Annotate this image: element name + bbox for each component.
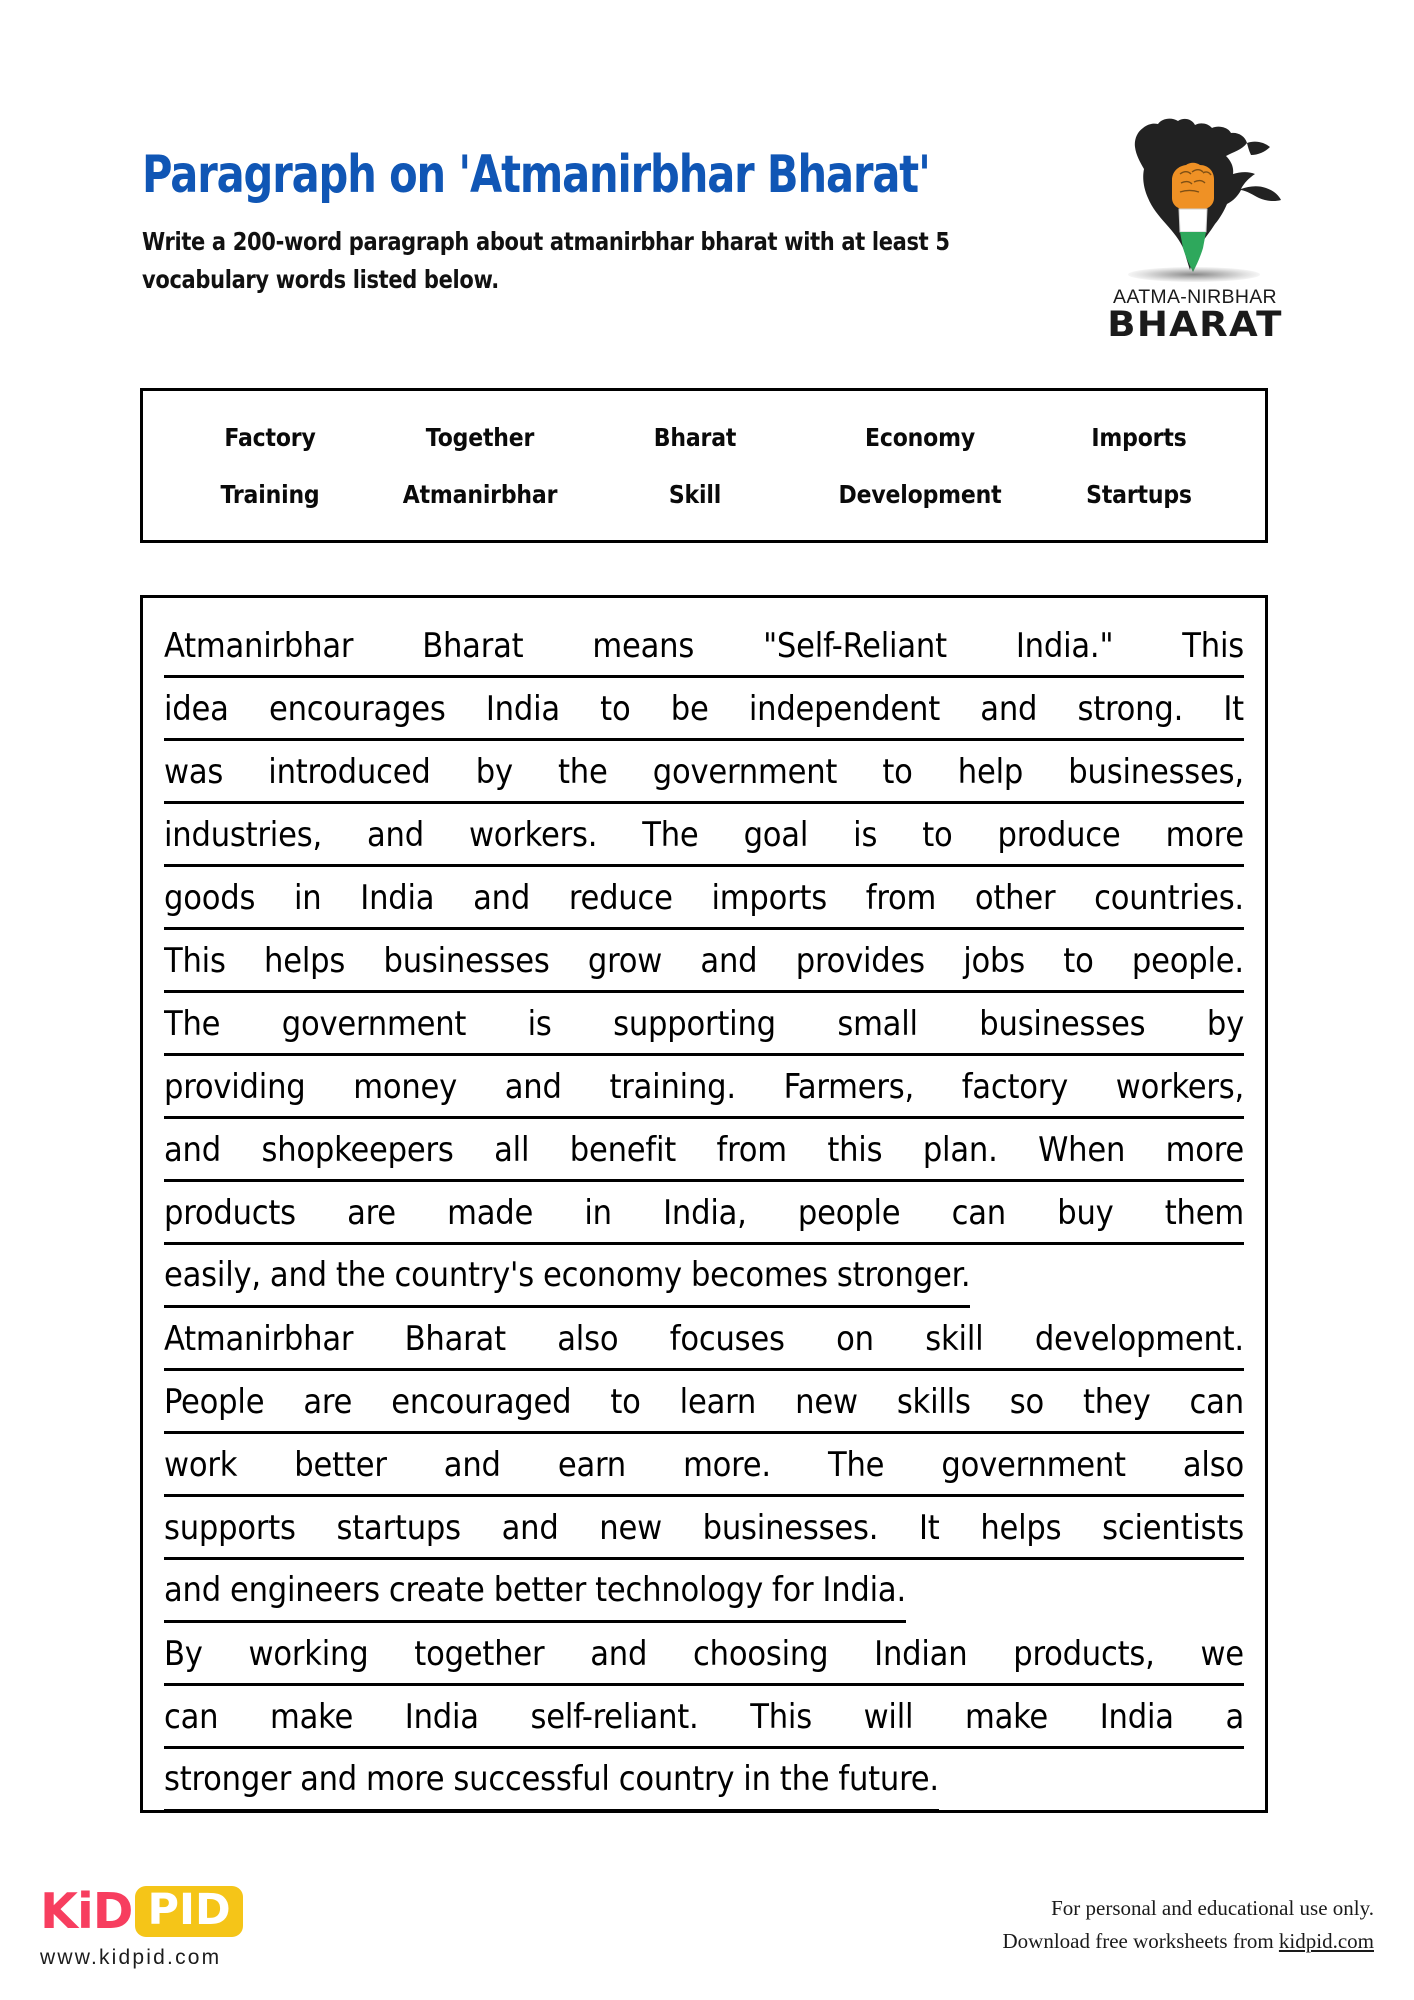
paragraph-word: idea	[164, 689, 229, 729]
paragraph-word: Atmanirbhar	[164, 1319, 354, 1359]
paragraph-word: countries.	[1094, 878, 1244, 918]
paragraph-word: them	[1164, 1193, 1244, 1233]
paragraph-word: and	[980, 689, 1038, 729]
footer-download-line	[1003, 1925, 1375, 1958]
paragraph-word: factory	[961, 1067, 1069, 1107]
paragraph-answer-box[interactable]	[140, 595, 1268, 1813]
paragraph-word: new	[795, 1382, 858, 1422]
paragraph-word: and	[269, 1255, 327, 1295]
paragraph-word: the	[779, 1759, 830, 1799]
paragraph-word: businesses	[383, 941, 550, 981]
paragraph-word: self-reliant.	[530, 1697, 699, 1737]
paragraph-word: produce	[997, 815, 1121, 855]
paragraph-word: the	[335, 1255, 386, 1295]
kidpid-pid-text: PID	[147, 1884, 231, 1935]
paragraph-word: encourages	[268, 689, 446, 729]
paragraph-word: work	[164, 1445, 238, 1485]
paragraph-word: Bharat	[422, 626, 524, 666]
paragraph-word: government	[281, 1004, 467, 1044]
paragraph-word: India."	[1015, 626, 1114, 666]
paragraph-word: and	[164, 1130, 221, 1170]
paragraph-word: It	[918, 1508, 940, 1548]
paragraph-word: startups	[336, 1508, 461, 1548]
paragraph-line	[164, 867, 1244, 930]
paragraph-line	[164, 1119, 1244, 1182]
paragraph-word: from	[716, 1130, 787, 1170]
paragraph-word: earn	[557, 1445, 626, 1485]
paragraph-word: and	[590, 1634, 648, 1674]
paragraph-word: helps	[980, 1508, 1062, 1548]
paragraph-word: becomes	[690, 1255, 828, 1295]
paragraph-word: is	[527, 1004, 552, 1044]
paragraph-word: jobs	[963, 941, 1025, 981]
paragraph-word: better	[493, 1570, 587, 1610]
paragraph-word: more	[366, 1759, 445, 1799]
paragraph-word: more.	[683, 1445, 771, 1485]
paragraph-word: government	[941, 1445, 1126, 1485]
paragraph-line	[164, 678, 1244, 741]
paragraph-word: The	[828, 1445, 885, 1485]
paragraph-word: and	[473, 878, 531, 918]
paragraph-word: help	[957, 752, 1024, 792]
paragraph-word: training.	[609, 1067, 736, 1107]
footer-notice	[1003, 1892, 1375, 1957]
paragraph-word: introduced	[268, 752, 431, 792]
page-instructions: Write a 200-word paragraph about atmanirbhar bharat with at least 5 vocabulary words listed below.	[142, 226, 950, 295]
paragraph-word: will	[863, 1697, 914, 1737]
paragraph-word: and	[300, 1759, 358, 1799]
paragraph-line	[164, 741, 1244, 804]
paragraph-line	[164, 930, 1244, 993]
paragraph-word: This	[164, 941, 226, 981]
paragraph-word: all	[494, 1130, 530, 1170]
paragraph-line	[164, 1308, 1244, 1371]
vocab-word: Development	[838, 479, 1002, 509]
paragraph-word: working	[248, 1634, 369, 1674]
paragraph-word: create	[388, 1570, 485, 1610]
paragraph-word: benefit	[569, 1130, 677, 1170]
paragraph-word: products,	[1013, 1634, 1155, 1674]
vocab-word: Training	[220, 479, 320, 509]
logo-shadow	[1128, 267, 1260, 282]
paragraph-word: stronger.	[836, 1255, 971, 1295]
paragraph-word: so	[1009, 1382, 1044, 1422]
paragraph-word: can	[1189, 1382, 1244, 1422]
page-title: Paragraph on 'Atmanirbhar Bharat'	[142, 145, 930, 205]
paragraph-line	[164, 804, 1244, 867]
footer-usage-line: For personal and educational use only.	[1051, 1896, 1374, 1920]
paragraph-word: this	[827, 1130, 883, 1170]
paragraph-word: engineers	[229, 1570, 380, 1610]
vocab-word: Bharat	[653, 422, 737, 452]
paragraph-line	[164, 1560, 1244, 1623]
paragraph-word: workers.	[468, 815, 598, 855]
paragraph-word: businesses.	[702, 1508, 879, 1548]
paragraph-word: they	[1083, 1382, 1151, 1422]
paragraph-word: industries,	[164, 815, 322, 855]
aatma-nirbhar-bharat-logo	[1100, 112, 1290, 345]
paragraph-word: People	[164, 1382, 265, 1422]
paragraph-word: Bharat	[404, 1319, 506, 1359]
paragraph-word: for	[771, 1570, 814, 1610]
paragraph-word: India	[404, 1697, 479, 1737]
worksheet-header	[0, 0, 1414, 380]
vocab-word: Factory	[224, 422, 316, 452]
paragraph-word: to	[882, 752, 913, 792]
paragraph-word: stronger	[164, 1759, 292, 1799]
vocab-word: Atmanirbhar	[402, 479, 558, 509]
worksheet-footer	[0, 1870, 1414, 2000]
footer-kidpid-link[interactable]: kidpid.com	[1278, 1928, 1374, 1953]
paragraph-word: Atmanirbhar	[164, 626, 354, 666]
kidpid-pid-badge	[135, 1886, 242, 1937]
paragraph-word: reduce	[568, 878, 673, 918]
vocab-word: Startups	[1086, 479, 1192, 509]
header-text-block	[142, 145, 1042, 300]
paragraph-word: When	[1038, 1130, 1126, 1170]
paragraph-word: products	[164, 1193, 296, 1233]
footer-download-prefix: Download free worksheets from	[1002, 1928, 1279, 1953]
paragraph-word: scientists	[1102, 1508, 1244, 1548]
vocabulary-word-box	[140, 388, 1268, 543]
paragraph-word: India	[485, 689, 560, 729]
paragraph-word: from	[865, 878, 937, 918]
paragraph-word: businesses,	[1068, 752, 1244, 792]
paragraph-word: was	[164, 752, 224, 792]
kidpid-website-url: www.kidpid.com	[40, 1946, 222, 1969]
paragraph-word: by	[475, 752, 513, 792]
paragraph-word: is	[853, 815, 878, 855]
paragraph-word: more	[1165, 815, 1244, 855]
paragraph-word: "Self-Reliant	[763, 626, 947, 666]
paragraph-word: plan.	[922, 1130, 998, 1170]
paragraph-word: strong.	[1077, 689, 1184, 729]
vocab-row	[143, 480, 1265, 509]
paragraph-word: a	[1225, 1697, 1244, 1737]
paragraph-word: the	[558, 752, 608, 792]
paragraph-word: imports	[711, 878, 828, 918]
paragraph-word: focuses	[669, 1319, 785, 1359]
paragraph-word: supporting	[613, 1004, 776, 1044]
paragraph-word: government	[652, 752, 838, 792]
paragraph-word: providing	[164, 1067, 306, 1107]
paragraph-word: people	[797, 1193, 901, 1233]
paragraph-word: other	[974, 878, 1056, 918]
kidpid-logo	[40, 1882, 243, 1970]
logo-text-aatma-nirbhar: AATMA-NIRBHAR	[1113, 286, 1277, 308]
paragraph-word: money	[353, 1067, 458, 1107]
kidpid-wordmark	[40, 1882, 243, 1940]
paragraph-word: more	[1165, 1130, 1244, 1170]
paragraph-word: made	[447, 1193, 534, 1233]
paragraph-word: new	[599, 1508, 662, 1548]
paragraph-line	[164, 993, 1244, 1056]
paragraph-line	[164, 1749, 1244, 1812]
paragraph-word: India	[360, 878, 435, 918]
paragraph-line	[164, 1371, 1244, 1434]
paragraph-word: It	[1223, 689, 1244, 729]
paragraph-word: helps	[264, 941, 346, 981]
paragraph-word: and	[443, 1445, 501, 1485]
vocab-word: Imports	[1091, 422, 1187, 452]
paragraph-word: country's	[394, 1255, 534, 1295]
paragraph-word: Indian	[874, 1634, 968, 1674]
vocab-word: Together	[425, 422, 535, 452]
paragraph-word: By	[164, 1634, 203, 1674]
paragraph-word: to	[600, 689, 631, 729]
paragraph-word: in	[293, 878, 322, 918]
paragraph-word: This	[750, 1697, 812, 1737]
paragraph-word: choosing	[693, 1634, 829, 1674]
paragraph-word: The	[642, 815, 699, 855]
paragraph-word: are	[303, 1382, 353, 1422]
paragraph-word: make	[270, 1697, 354, 1737]
india-map-fist-icon	[1100, 112, 1290, 284]
paragraph-line	[164, 1056, 1244, 1119]
paragraph-word: by	[1206, 1004, 1244, 1044]
paragraph-word: future.	[838, 1759, 939, 1799]
paragraph-word: businesses	[979, 1004, 1146, 1044]
paragraph-word: successful	[453, 1759, 610, 1799]
paragraph-word: and	[367, 815, 424, 855]
paragraph-word: India,	[663, 1193, 747, 1233]
paragraph-word: be	[670, 689, 709, 729]
kidpid-kid-text: KiD	[40, 1882, 133, 1940]
paragraph-word: goal	[743, 815, 809, 855]
paragraph-line	[164, 1434, 1244, 1497]
logo-text-bharat: BHARAT	[1107, 305, 1283, 345]
paragraph-word: easily,	[164, 1255, 261, 1295]
paragraph-word: small	[837, 1004, 918, 1044]
paragraph-word: independent	[748, 689, 941, 729]
paragraph-word: better	[294, 1445, 387, 1485]
paragraph-word: and	[700, 941, 758, 981]
paragraph-word: are	[347, 1193, 396, 1233]
paragraph-word: to	[1063, 941, 1094, 981]
paragraph-word: India	[1099, 1697, 1174, 1737]
paragraph-line	[164, 615, 1244, 678]
paragraph-word: supports	[164, 1508, 296, 1548]
paragraph-word: means	[592, 626, 695, 666]
paragraph-word: technology	[595, 1570, 763, 1610]
paragraph-word: and	[501, 1508, 559, 1548]
paragraph-word: together	[414, 1634, 545, 1674]
paragraph-word: India.	[822, 1570, 906, 1610]
paragraph-word: economy	[543, 1255, 682, 1295]
vocab-row	[143, 423, 1265, 452]
paragraph-line-inner	[164, 1749, 939, 1812]
paragraph-word: and	[504, 1067, 562, 1107]
paragraph-word: also	[557, 1319, 619, 1359]
paragraph-word: Farmers,	[783, 1067, 915, 1107]
paragraph-word: and	[164, 1570, 221, 1610]
paragraph-word: shopkeepers	[261, 1130, 454, 1170]
paragraph-word: to	[922, 815, 953, 855]
paragraph-word: country	[618, 1759, 735, 1799]
paragraph-word: in	[584, 1193, 612, 1233]
paragraph-word: encouraged	[391, 1382, 572, 1422]
paragraph-line-inner	[164, 1245, 970, 1308]
paragraph-word: skills	[896, 1382, 971, 1422]
paragraph-line	[164, 1623, 1244, 1686]
vocab-word: Economy	[865, 422, 975, 452]
paragraph-word: on	[836, 1319, 874, 1359]
paragraph-word: skill	[925, 1319, 984, 1359]
paragraph-line-inner	[164, 1560, 906, 1623]
paragraph-line	[164, 1182, 1244, 1245]
paragraph-word: workers,	[1115, 1067, 1244, 1107]
vocab-word: Skill	[668, 479, 722, 509]
paragraph-word: people.	[1131, 941, 1244, 981]
paragraph-line	[164, 1497, 1244, 1560]
paragraph-word: learn	[679, 1382, 757, 1422]
paragraph-word: This	[1182, 626, 1244, 666]
paragraph-word: can	[164, 1697, 219, 1737]
paragraph-word: buy	[1057, 1193, 1114, 1233]
paragraph-word: can	[951, 1193, 1006, 1233]
paragraph-line	[164, 1686, 1244, 1749]
paragraph-word: we	[1200, 1634, 1244, 1674]
paragraph-word: make	[964, 1697, 1049, 1737]
paragraph-word: also	[1182, 1445, 1244, 1485]
paragraph-word: development.	[1034, 1319, 1244, 1359]
paragraph-word: provides	[795, 941, 925, 981]
paragraph-word: to	[610, 1382, 641, 1422]
paragraph-word: grow	[587, 941, 663, 981]
paragraph-word: in	[743, 1759, 771, 1799]
paragraph-line	[164, 1245, 1244, 1308]
paragraph-word: The	[164, 1004, 221, 1044]
paragraph-word: goods	[164, 878, 256, 918]
